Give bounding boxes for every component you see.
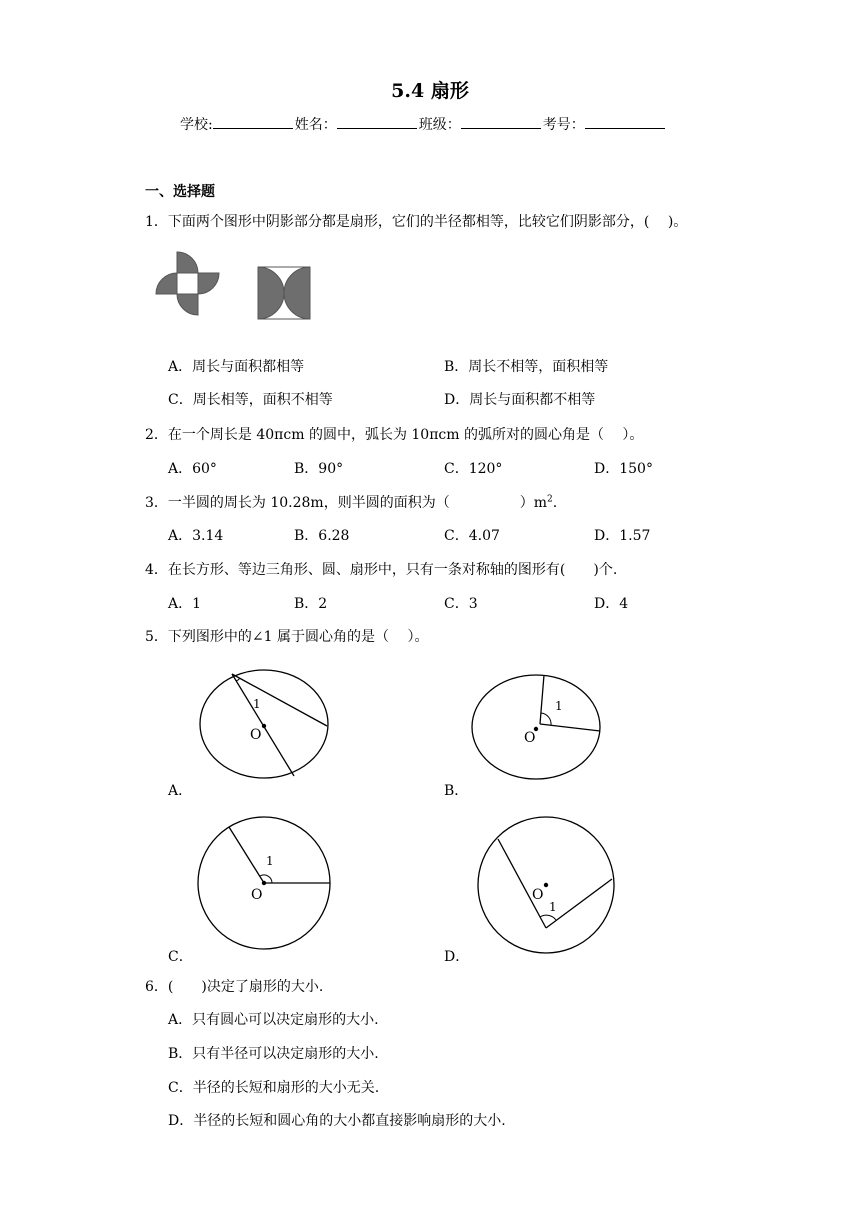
question-3-text: 3．一半圆的周长为 10.28m，则半圆的面积为（ ）$m^2$. [145, 494, 558, 511]
q1-option-c[interactable]: C．周长相等，面积不相等 [168, 392, 333, 408]
q4-option-c[interactable]: C．3 [444, 596, 478, 612]
circle-a-center-label: O [250, 727, 262, 743]
question-4-text: 4．在长方形、等边三角形、圆、扇形中，只有一条对称轴的图形有( )个. [145, 562, 618, 578]
circle-d-angle-label: 1 [549, 900, 557, 914]
q2-option-a[interactable]: A．60° [168, 461, 217, 477]
student-info-line [180, 114, 667, 134]
circle-a-angle-label: 1 [253, 697, 261, 711]
circle-b-angle-label: 1 [555, 699, 563, 713]
q6-option-d[interactable]: D．半径的长短和圆心角的大小都直接影响扇形的大小. [168, 1113, 506, 1129]
q2-option-d[interactable]: D．150° [594, 461, 653, 477]
square-sectors-figure [258, 267, 310, 319]
q4-option-d[interactable]: D．4 [594, 596, 629, 612]
school-blank [213, 114, 293, 129]
q2-option-b[interactable]: B．90° [294, 461, 344, 477]
q5-circle-c-figure [198, 815, 334, 951]
q5-option-d[interactable]: D． [444, 949, 470, 965]
section-title: 一、选择题 [145, 184, 215, 200]
q5-option-a[interactable]: A． [168, 783, 193, 799]
q5-circle-b-figure [470, 673, 604, 781]
page-title: 5.4 扇形 [391, 80, 469, 102]
q1-option-a[interactable]: A．周长与面积都相等 [168, 359, 305, 375]
exam-no-blank [585, 114, 665, 129]
q1-option-b[interactable]: B．周长不相等，面积相等 [444, 359, 609, 375]
circle-c-center-label: O [251, 887, 263, 903]
question-6-text: 6．( )决定了扇形的大小. [145, 979, 324, 995]
school-label: 学校: [180, 117, 213, 133]
q3-option-a[interactable]: A．3.14 [168, 528, 224, 544]
class-blank [461, 114, 541, 129]
exam-no-label: 考号： [542, 117, 585, 133]
q4-option-a[interactable]: A．1 [168, 596, 202, 612]
q3-option-c[interactable]: C．4.07 [444, 528, 500, 544]
name-label: 姓名： [294, 117, 337, 133]
class-label: 班级： [418, 117, 461, 133]
q3-option-b[interactable]: B．6.28 [294, 528, 350, 544]
q1-option-d[interactable]: D．周长与面积都不相等 [444, 392, 596, 408]
circle-d-center-label: O [532, 887, 544, 903]
circle-b-center-label: O [524, 730, 536, 746]
question-2-text: 2．在一个周长是 40πcm 的圆中，弧长为 10πcm 的弧所对的圆心角是（ ）。 [145, 427, 644, 443]
q5-option-c[interactable]: C． [168, 949, 193, 965]
q6-option-c[interactable]: C．半径的长短和扇形的大小无关. [168, 1080, 380, 1096]
question-1-figure [150, 250, 320, 330]
question-5-text: 5．下列图形中的∠1 属于圆心角的是（ ）。 [145, 629, 429, 645]
q5-circle-d-figure [478, 815, 618, 955]
q5-circle-a-figure [198, 668, 330, 780]
question-1-text: 1．下面两个图形中阴影部分都是扇形，它们的半径都相等，比较它们阴影部分，( )。 [145, 214, 688, 230]
q5-option-b[interactable]: B． [444, 783, 469, 799]
q3-option-d[interactable]: D．1.57 [594, 528, 651, 544]
name-blank [337, 114, 417, 129]
circle-c-angle-label: 1 [266, 854, 274, 868]
q4-option-b[interactable]: B．2 [294, 596, 328, 612]
q2-option-c[interactable]: C．120° [444, 461, 503, 477]
q6-option-b[interactable]: B．只有半径可以决定扇形的大小. [168, 1046, 379, 1062]
q6-option-a[interactable]: A．只有圆心可以决定扇形的大小. [168, 1012, 379, 1028]
